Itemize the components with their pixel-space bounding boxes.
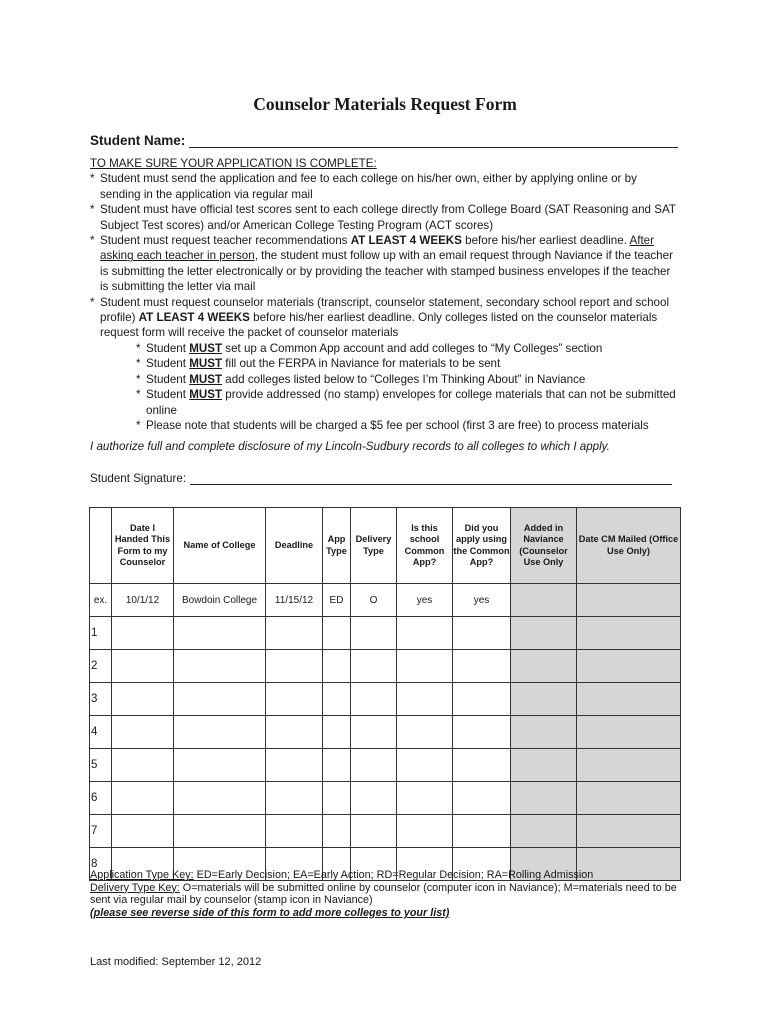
cell-college[interactable] (174, 749, 266, 782)
table-row[interactable] (90, 782, 681, 815)
student-name-line[interactable] (189, 135, 678, 148)
cell-date[interactable] (112, 617, 174, 650)
page-title: Counselor Materials Request Form (253, 94, 517, 114)
cell-app-type[interactable] (323, 749, 351, 782)
cell-app-type[interactable] (323, 782, 351, 815)
instruction-bullet: * Student must request teacher recommendations AT LEAST 4 WEEKS before his/her earliest deadline. After asking each teacher in person, the student must follow up with an email request through Naviance if the teacher is submitting the letter electronically or by providing the teacher with stamped business envelopes if the teacher is submitting the letter via mail (90, 234, 673, 294)
cell-date[interactable] (112, 782, 174, 815)
student-name-field[interactable] (90, 133, 678, 148)
cell-naviance (511, 617, 577, 650)
example-college: Bowdoin College (174, 584, 266, 617)
header-blank (90, 508, 112, 584)
table-header-row (90, 508, 681, 584)
instruction-sub-bullet: * Student MUST add colleges listed below to “Colleges I’m Thinking About” in Naviance (136, 372, 586, 386)
instructions (90, 156, 680, 433)
example-deadline: 11/15/12 (266, 584, 323, 617)
header-app-type: App Type (323, 508, 351, 584)
cell-did-apply[interactable] (453, 749, 511, 782)
cell-delivery[interactable] (351, 683, 397, 716)
cell-college[interactable] (174, 650, 266, 683)
table-row[interactable] (90, 683, 681, 716)
cell-did-apply[interactable] (453, 716, 511, 749)
cell-naviance (511, 749, 577, 782)
cell-deadline[interactable] (266, 617, 323, 650)
table-row[interactable] (90, 749, 681, 782)
reverse-side-note: (please see reverse side of this form to add more colleges to your list) (90, 906, 450, 919)
row-number: 8 (90, 848, 112, 881)
example-app-type: ED (323, 584, 351, 617)
cell-did-apply[interactable] (453, 815, 511, 848)
cell-common-app[interactable] (397, 650, 453, 683)
cell-common-app[interactable] (397, 815, 453, 848)
signature-line[interactable] (190, 472, 672, 485)
cell-common-app[interactable] (397, 782, 453, 815)
cell-mailed (577, 782, 681, 815)
authorization-statement: I authorize full and complete disclosure of my Lincoln-Sudbury records to all colleges to which I apply. (90, 440, 610, 453)
cell-deadline[interactable] (266, 716, 323, 749)
instruction-bullet: * Student must have official test scores sent to each college directly from College Board (SAT Reasoning and SAT Subject Test scores) and/or American College Testing Program (ACT scores) (90, 203, 676, 232)
cell-did-apply[interactable] (453, 617, 511, 650)
instructions-heading: TO MAKE SURE YOUR APPLICATION IS COMPLETE: (90, 157, 377, 170)
cell-app-type[interactable] (323, 650, 351, 683)
cell-common-app[interactable] (397, 716, 453, 749)
cell-college[interactable] (174, 782, 266, 815)
header-did-apply: Did you apply using the Common App? (453, 508, 511, 584)
header-deadline: Deadline (266, 508, 323, 584)
cell-naviance (511, 650, 577, 683)
cell-deadline[interactable] (266, 749, 323, 782)
cell-college[interactable] (174, 815, 266, 848)
example-delivery: O (351, 584, 397, 617)
table-row[interactable] (90, 716, 681, 749)
cell-college[interactable] (174, 683, 266, 716)
cell-delivery[interactable] (351, 815, 397, 848)
cell-mailed (577, 683, 681, 716)
cell-naviance (511, 815, 577, 848)
row-number: 7 (90, 815, 112, 848)
header-delivery-type: Delivery Type (351, 508, 397, 584)
example-naviance (511, 584, 577, 617)
row-number: 2 (90, 650, 112, 683)
row-number: 6 (90, 782, 112, 815)
cell-deadline[interactable] (266, 650, 323, 683)
cell-delivery[interactable] (351, 650, 397, 683)
cell-date[interactable] (112, 815, 174, 848)
cell-deadline[interactable] (266, 815, 323, 848)
cell-date[interactable] (112, 683, 174, 716)
example-date: 10/1/12 (112, 584, 174, 617)
row-number: 3 (90, 683, 112, 716)
row-number: 1 (90, 617, 112, 650)
cell-mailed (577, 716, 681, 749)
instruction-sub-bullet: * Student MUST fill out the FERPA in Naviance for materials to be sent (136, 357, 501, 371)
example-mailed (577, 584, 681, 617)
cell-app-type[interactable] (323, 683, 351, 716)
row-number: 4 (90, 716, 112, 749)
header-college-name: Name of College (174, 508, 266, 584)
cell-date[interactable] (112, 749, 174, 782)
instruction-bullet: * Student must request counselor materials (transcript, counselor statement, secondary school report and school profile) AT LEAST 4 WEEKS before his/her earliest deadline. Only colleges listed on the counselor materials request form will receive the packet of counselor materials (90, 295, 670, 340)
instruction-sub-bullet: * Student MUST set up a Common App account and add colleges to “My Colleges” section (136, 341, 603, 355)
cell-common-app[interactable] (397, 749, 453, 782)
example-row (90, 584, 681, 617)
cell-mailed (577, 650, 681, 683)
instruction-sub-bullet: * Student MUST provide addressed (no stamp) envelopes for college materials that can not be submitted online (136, 388, 676, 417)
cell-delivery[interactable] (351, 716, 397, 749)
table-row[interactable] (90, 815, 681, 848)
student-name-label: Student Name: (90, 133, 186, 148)
cell-college[interactable] (174, 716, 266, 749)
table-row[interactable] (90, 650, 681, 683)
header-common-app: Is this school Common App? (397, 508, 453, 584)
signature-label: Student Signature: (90, 472, 187, 485)
cell-did-apply[interactable] (453, 683, 511, 716)
cell-date[interactable] (112, 716, 174, 749)
table-row[interactable] (90, 617, 681, 650)
cell-mailed (577, 749, 681, 782)
instruction-bullet: * Student must send the application and fee to each college on his/her own, either by applying online or by sending in the application via regular mail (90, 172, 637, 201)
cell-naviance (511, 716, 577, 749)
row-number: 5 (90, 749, 112, 782)
cell-delivery[interactable] (351, 782, 397, 815)
example-common-app: yes (397, 584, 453, 617)
cell-naviance (511, 782, 577, 815)
cell-did-apply[interactable] (453, 650, 511, 683)
delivery-type-key: Delivery Type Key: O=materials will be submitted online by counselor (computer icon in Naviance); M=materials need to be sent via regular mail by counselor (stamp icon in Naviance) (90, 881, 677, 907)
cell-delivery[interactable] (351, 617, 397, 650)
cell-date[interactable] (112, 650, 174, 683)
cell-deadline[interactable] (266, 683, 323, 716)
last-modified: Last modified: September 12, 2012 (90, 956, 262, 968)
instruction-sub-bullet: * Please note that students will be charged a $5 fee per school (first 3 are free) to process materials (136, 418, 649, 432)
cell-common-app[interactable] (397, 683, 453, 716)
cell-deadline[interactable] (266, 782, 323, 815)
header-date-mailed: Date CM Mailed (Office Use Only) (577, 508, 681, 584)
cell-common-app[interactable] (397, 617, 453, 650)
cell-app-type[interactable] (323, 716, 351, 749)
header-added-naviance: Added in Naviance (Counselor Use Only (511, 508, 577, 584)
cell-app-type[interactable] (323, 815, 351, 848)
legend (90, 869, 690, 919)
example-label: ex. (90, 584, 112, 617)
cell-did-apply[interactable] (453, 782, 511, 815)
application-type-key: Application Type Key: ED=Early Decision; EA=Early Action; RD=Regular Decision; RA=Rolling Admission (90, 869, 594, 881)
cell-mailed (577, 617, 681, 650)
college-table (89, 507, 681, 881)
cell-college[interactable] (174, 617, 266, 650)
example-did-apply: yes (453, 584, 511, 617)
header-date-handed: Date I Handed This Form to my Counselor (112, 508, 174, 584)
cell-delivery[interactable] (351, 749, 397, 782)
student-signature-field[interactable] (90, 472, 672, 485)
cell-app-type[interactable] (323, 617, 351, 650)
cell-mailed (577, 815, 681, 848)
cell-naviance (511, 683, 577, 716)
